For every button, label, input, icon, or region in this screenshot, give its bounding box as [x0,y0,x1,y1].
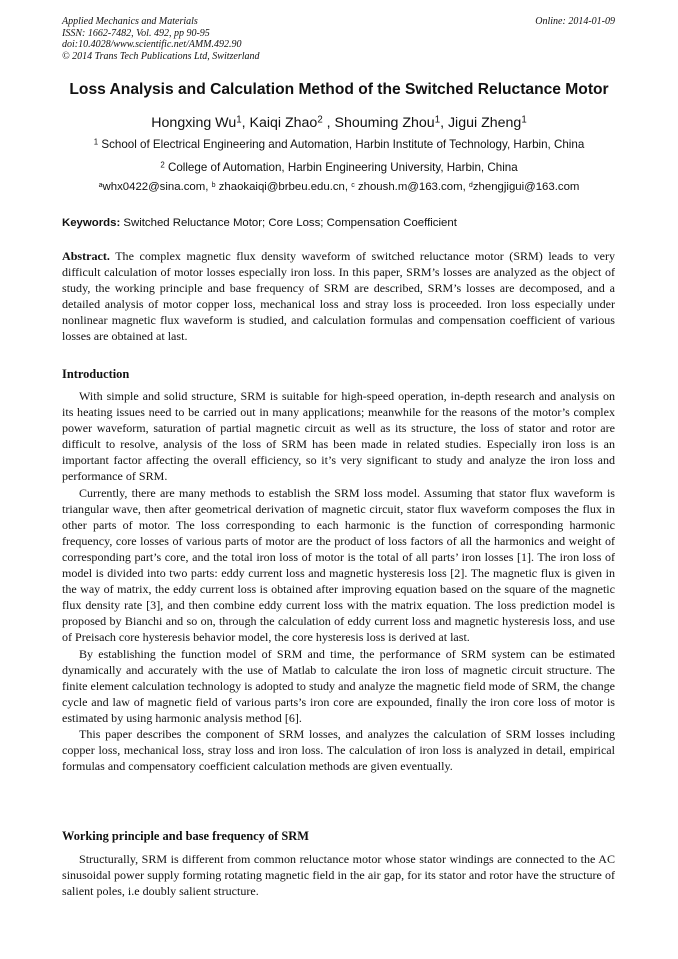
keywords-label: Keywords: [62,217,121,229]
email-mark: d [468,181,473,189]
paper-title: Loss Analysis and Calculation Method of the Switched Reluctance Motor [69,81,609,98]
author-affiliation-mark: 1 [236,114,242,126]
paragraph: By establishing the function model of SRM and time, the performance of SRM system can be estimated dynamically and accurately with the use of Matlab to calculate the iron loss of magnetic circuit structure. The finite element calculation technology is adopted to study and analyze the magnetic field mode of SRM, the change cycle and law of magnetic field of various parts’s iron core are expounded, finally the iron core loss of motor is estimated by using harmonic analysis method [6]. [62,646,615,725]
email-address[interactable]: zhoush.m@163.com [357,181,463,193]
affiliation-text: College of Automation, Harbin Engineering University, Harbin, China [167,161,518,174]
abstract-text: The complex magnetic flux density waveform of switched reluctance motor (SRM) leads to very difficult calculation of motor losses especially iron loss. In this paper, SRM’s losses are analyzed as the object of study, the working principle and base frequency of SRM are described, SRM’s losses are decomposed, and a detailed analysis of motor copper loss, mechanical loss and stray loss is proceeded. Iron loss especially under nonlinear magnetic flux waveform is studied, and calculation formulas and compensation coefficient of various losses are obtained at last. [62,249,615,344]
author-emails: $^a$whx0422@sina.com, $^b$ zhaokaiqi@brbeu.edu.cn, $^c$ zhoush.m@163.com, $^d$zhengjigui@163.com [98,181,580,193]
journal-header [62,16,615,62]
email-mark: c [351,181,355,189]
author-name: Jigui Zheng [447,115,522,131]
email-mark: a [98,181,103,189]
affiliation-mark: 1 [93,137,99,147]
section-heading-working-principle: Working principle and base frequency of SRM [62,829,309,843]
affiliation-1 [40,138,638,151]
affiliation-2 [40,161,638,174]
email-address[interactable]: zhengjigui@163.com [472,181,580,193]
paragraph: Structurally, SRM is different from common reluctance motor whose stator windings are connected to the AC sinusoidal power supply forming rotating magnetic field in the air gap, for its stator and rotor have the structure of salient poles, i.e doubly salient structure. [62,852,615,899]
introduction-body [62,388,615,774]
paragraph: This paper describes the component of SRM losses, and analyzes the calculation of SRM losses including copper loss, mechanical loss, stray loss and iron loss. The calculation of iron loss is analyzed in detail, empirical formulas and compensatory coefficient calculation methods are given eventually. [62,726,615,774]
author-affiliation-mark: 2 [317,114,323,126]
issn-line: ISSN: 1662-7482, Vol. 492, pp 90-95 [62,27,210,39]
affiliation-text: School of Electrical Engineering and Automation, Harbin Institute of Technology, Harbin, China [101,138,585,151]
doi-line[interactable]: doi:10.4028/www.scientific.net/AMM.492.90 [62,39,242,50]
email-address[interactable]: zhaokaiqi@brbeu.edu.cn [218,181,345,193]
paragraph: With simple and solid structure, SRM is suitable for high-speed operation, in-depth research and analysis on its heating issues need to be carried out in many applications; meanwhile for the reasons of the motor’s complex power waveform, saturation of partial magnetic circuit as well as its structure, the loss of stator and rotor are difficult to resolve, analysis of the loss of SRM has been made in related studies. Especially iron loss is an important factor affecting the overall efficiency, so it’s very significant to study and analyze the iron loss and performance of SRM. [62,389,615,484]
abstract-label: Abstract. [62,249,110,263]
online-date: Online: 2014-01-09 [535,16,615,27]
author-name: Kaiqi Zhao [249,115,318,131]
keywords-text: Switched Reluctance Motor; Core Loss; Compensation Coefficient [123,217,457,229]
paragraph: Currently, there are many methods to establish the SRM loss model. Assuming that stator flux waveform is triangular wave, then after geometrical derivation of magnetic circuit, stator flux waveform composes the flux in other parts of motor. The loss corresponding to each harmonic is the function of corresponding harmonic frequency, core losses of various parts of motor are the product of loss factors of all the harmonics and weight of corresponding part’s core, and the total iron loss of motor is the total of all parts’ iron losses [1]. The iron loss of model is divided into two parts: eddy current loss and magnetic hysteresis loss [2]. The magnetic flux is given in the way of matrix, the eddy current loss is obtained after improving equation based on the square of the magnetic flux density rate [3], and then combine eddy current loss with the matrix equation. The loss prediction model is proposed by Bianchi and so on, through the calculation of eddy current loss and magnetic hysteresis loss, and use of Preisach core hysteresis behavior model, the core hysteresis loss is derived at last. [62,485,615,645]
author-name: Shouming Zhou [334,115,435,131]
email-mark: b [211,181,216,189]
copyright-line: © 2014 Trans Tech Publications Ltd, Switzerland [62,50,260,62]
author-affiliation-mark: 1 [521,114,527,126]
author-list: Hongxing Wu$^1$, Kaiqi Zhao$^2$ , Shouming Zhou$^1$, Jigui Zheng$^1$ [151,114,527,131]
journal-name: Applied Mechanics and Materials [62,16,198,27]
section-heading-introduction: Introduction [62,367,130,381]
author-affiliation-mark: 1 [434,114,441,126]
email-address[interactable]: whx0422@sina.com [102,181,206,193]
abstract [62,248,615,345]
working-principle-body [62,851,615,899]
keywords-line [62,217,615,229]
author-name: Hongxing Wu [151,115,237,131]
affiliation-mark: 2 [160,160,165,170]
